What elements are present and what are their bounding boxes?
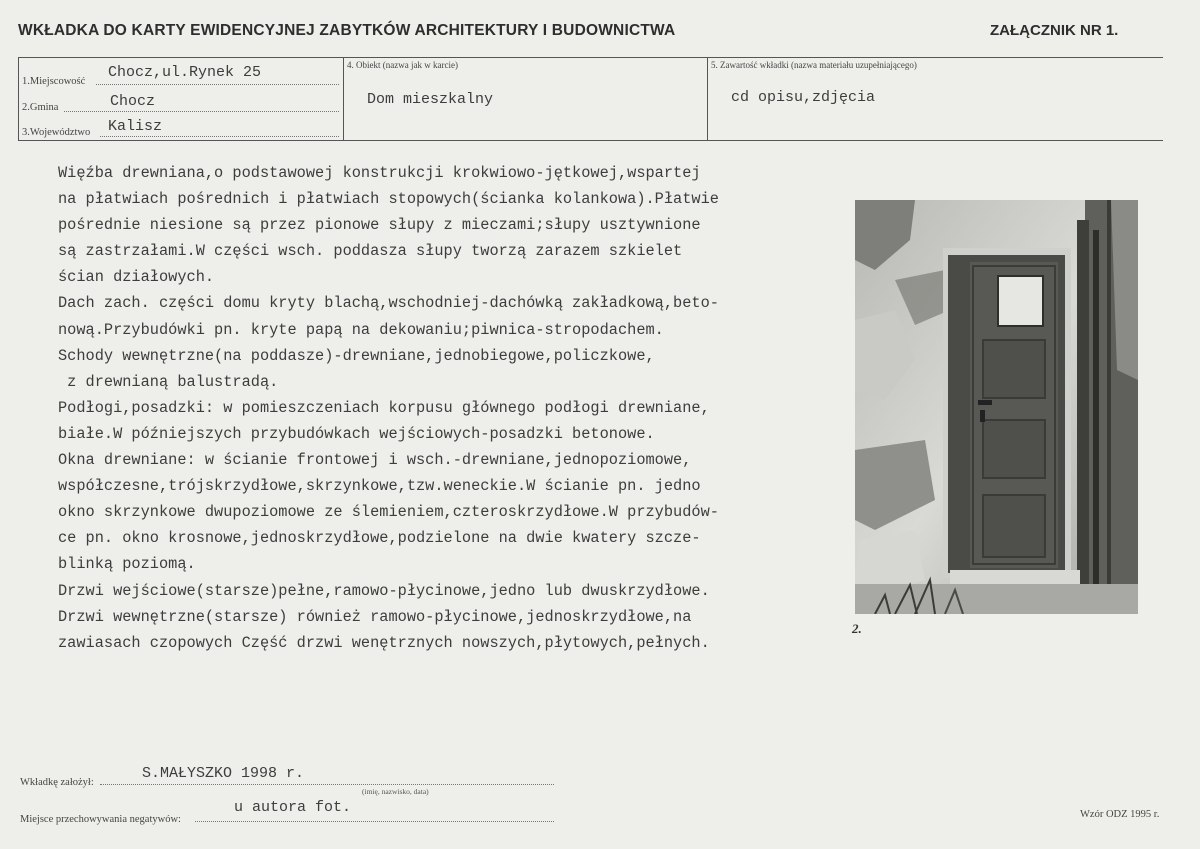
- gmina-dotline: [64, 111, 339, 112]
- obiekt-value: Dom mieszkalny: [367, 91, 494, 108]
- photo-number: 2.: [852, 621, 862, 636]
- body-line: współczesne,trójskrzydłowe,skrzynkowe,tzw.weneckie.W ścianie pn. jedno: [58, 477, 701, 496]
- table-divider-2: [707, 57, 708, 140]
- table-bottom-border: [18, 140, 1163, 141]
- storage-value: u autora fot.: [234, 799, 352, 816]
- miejscowosc-value: Chocz,ul.Rynek 25: [108, 64, 262, 81]
- miejscowosc-label: 1.Miejscowość: [22, 76, 86, 87]
- body-line: są zastrzałami.W części wsch. poddasza słupy tworzą zarazem szkielet: [58, 242, 683, 261]
- zawartosc-value: cd opisu,zdjęcia: [731, 89, 876, 106]
- body-line: zawiasach czopowych Część drzwi wenętrznych nowszych,płytowych,pełnych.: [58, 633, 710, 652]
- body-line: Drzwi wejściowe(starsze)pełne,ramowo-płycinowe,jedno lub dwuskrzydłowe.: [58, 581, 710, 600]
- storage-label: Miejsce przechowywania negatywów:: [20, 814, 181, 825]
- body-line: Drzwi wewnętrzne(starsze) również ramowo-płycinowe,jednoskrzydłowe,na: [58, 607, 692, 626]
- body-line: nową.Przybudówki pn. kryte papą na dekowaniu;piwnica-stropodachem.: [58, 320, 664, 339]
- table-left-border: [18, 57, 19, 140]
- form-id: Wzór ODZ 1995 r.: [1080, 809, 1160, 820]
- body-line: pośrednie niesione są przez pionowe słupy z mieczami;słupy usztywnione: [58, 216, 701, 235]
- wojewodztwo-label: 3.Województwo: [22, 127, 91, 138]
- body-line: Dach zach. części domu kryty blachą,wschodniej-dachówką zakładkową,beto-: [58, 294, 719, 313]
- body-line: okno skrzynkowe dwupoziomowe ze ślemieniem,czteroskrzydłowe.W przybudów-: [58, 503, 719, 522]
- body-line: na płatwiach pośrednich i płatwiach stopowych(ścianka kolankowa).Płatwie: [58, 190, 719, 209]
- table-top-border: [18, 57, 1163, 58]
- zawartosc-label: 5. Zawartość wkładki (nazwa materiału uzupełniającego): [711, 60, 917, 70]
- description-text: [58, 160, 838, 656]
- miejscowosc-dotline: [96, 84, 339, 85]
- body-line: Okna drewniane: w ścianie frontowej i wsch.-drewniane,jednopoziomowe,: [58, 451, 692, 470]
- author-dotline: [100, 784, 554, 785]
- body-line: Więźba drewniana,o podstawowej konstrukcji krokwiowo-jętkowej,wspartej: [58, 164, 701, 182]
- body-line: z drewnianą balustradą.: [58, 372, 279, 391]
- form-title: WKŁADKA DO KARTY EWIDENCYJNEJ ZABYTKÓW ARCHITEKTURY I BUDOWNICTWA: [18, 22, 676, 39]
- obiekt-label: 4. Obiekt (nazwa jak w karcie): [347, 60, 458, 70]
- wojewodztwo-dotline: [100, 136, 339, 137]
- body-line: ścian działowych.: [58, 268, 215, 287]
- body-line: ce pn. okno krosnowe,jednoskrzydłowe,podzielone na dwie kwatery szcze-: [58, 529, 701, 548]
- storage-dotline: [195, 821, 554, 822]
- annex-number: ZAŁĄCZNIK NR 1.: [990, 22, 1119, 39]
- author-label: Wkładkę założył:: [20, 777, 94, 788]
- body-line: białe.W późniejszych przybudówkach wejściowych-posadzki betonowe.: [58, 424, 655, 443]
- door-photo: [855, 200, 1138, 614]
- author-hint: (imię, nazwisko, data): [362, 787, 429, 796]
- author-value: S.MAŁYSZKO 1998 r.: [142, 765, 305, 782]
- body-line: blinką poziomą.: [58, 555, 196, 574]
- gmina-label: 2.Gmina: [22, 102, 59, 113]
- wojewodztwo-value: Kalisz: [108, 118, 163, 135]
- table-divider-1: [343, 57, 344, 140]
- gmina-value: Chocz: [110, 93, 156, 110]
- body-line: Podłogi,posadzki: w pomieszczeniach korpusu głównego podłogi drewniane,: [58, 398, 710, 417]
- body-line: Schody wewnętrzne(na poddasze)-drewniane,jednobiegowe,policzkowe,: [58, 346, 655, 365]
